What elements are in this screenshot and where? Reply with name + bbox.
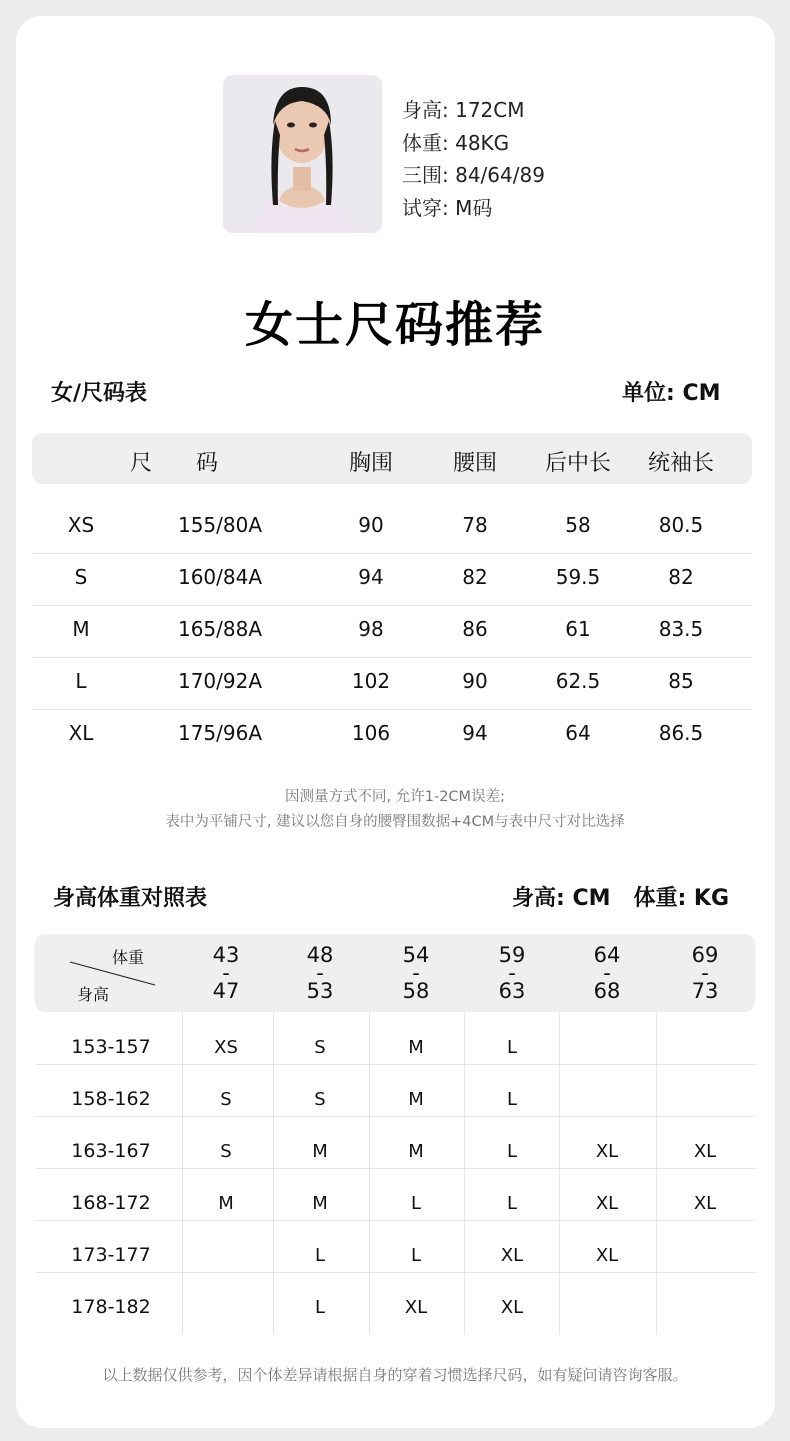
measure-cell: 86.5 xyxy=(658,721,704,745)
recommended-size-cell: S xyxy=(314,1037,326,1058)
model-photo xyxy=(223,75,382,233)
weight-range-bottom: 68 xyxy=(593,979,621,1003)
weight-range-header xyxy=(402,943,430,1003)
weight-range-bottom: 53 xyxy=(306,979,334,1003)
weight-range-mid: - xyxy=(316,961,324,985)
weight-range-header xyxy=(498,943,526,1003)
recommended-size-cell: XL xyxy=(595,1141,619,1162)
weight-range-mid: - xyxy=(603,961,611,985)
size-table-label: 女/尺码表 xyxy=(51,381,148,406)
column-divider xyxy=(656,1012,657,1334)
weight-range-top: 64 xyxy=(593,943,621,967)
footer-note: 以上数据仅供参考，因个体差异请根据自身的穿着习惯选择尺码，如有疑问请咨询客服。 xyxy=(102,1366,688,1384)
row-divider xyxy=(35,1220,755,1221)
measure-cell: 90 xyxy=(462,669,488,693)
measure-cell: 85 xyxy=(668,669,694,693)
weight-range-header xyxy=(306,943,334,1003)
measure-cell: 94 xyxy=(462,721,488,745)
weight-range-top: 43 xyxy=(212,943,240,967)
recommended-size-cell: S xyxy=(220,1141,232,1162)
recommended-size-cell: L xyxy=(506,1089,518,1110)
height-range-cell: 168-172 xyxy=(71,1192,151,1214)
recommended-size-cell: L xyxy=(506,1193,518,1214)
measure-cell: 61 xyxy=(565,617,591,641)
weight-range-mid: - xyxy=(222,961,230,985)
recommended-size-cell: XL xyxy=(693,1193,717,1214)
recommended-size-cell: M xyxy=(408,1089,424,1110)
measure-cell: 94 xyxy=(358,565,384,589)
height-range-cell: 173-177 xyxy=(71,1244,151,1266)
recommended-size-cell: L xyxy=(410,1193,422,1214)
column-divider xyxy=(182,1012,183,1334)
size-table-unit: 单位: CM xyxy=(622,381,721,406)
weight-range-top: 54 xyxy=(402,943,430,967)
size-cell: XL xyxy=(68,721,94,745)
weight-range-top: 59 xyxy=(498,943,526,967)
measure-cell: 78 xyxy=(462,513,488,537)
measure-cell: 102 xyxy=(351,669,391,693)
weight-range-header xyxy=(593,943,621,1003)
recommended-size-cell: M xyxy=(408,1037,424,1058)
row-divider xyxy=(32,605,752,606)
weight-range-top: 48 xyxy=(306,943,334,967)
measure-cell: 82 xyxy=(462,565,488,589)
height-range-cell: 163-167 xyxy=(71,1140,151,1162)
model-tried-size: 试穿: M码 xyxy=(402,195,493,220)
weight-range-top: 69 xyxy=(691,943,719,967)
row-divider xyxy=(32,553,752,554)
measure-cell: 98 xyxy=(358,617,384,641)
recommended-size-cell: L xyxy=(314,1297,326,1318)
hw-table-label: 身高体重对照表 xyxy=(53,886,208,911)
height-range-cell: 153-157 xyxy=(71,1036,151,1058)
row-divider xyxy=(35,1064,755,1065)
column-divider xyxy=(559,1012,560,1334)
size-cell: S xyxy=(74,565,88,589)
measurement-note-1: 因测量方式不同, 允许1-2CM误差; xyxy=(285,789,505,805)
weight-range-mid: - xyxy=(508,961,516,985)
measure-cell: 59.5 xyxy=(555,565,601,589)
measure-cell: 165/88A xyxy=(177,617,263,641)
measure-cell: 83.5 xyxy=(658,617,704,641)
weight-range-bottom: 63 xyxy=(498,979,526,1003)
model-measurements: 三围: 84/64/89 xyxy=(402,163,545,187)
weight-range-mid: - xyxy=(412,961,420,985)
row-divider xyxy=(32,709,752,710)
header-size: 尺 码 xyxy=(129,451,219,476)
page-title: 女士尺码推荐 xyxy=(244,297,545,353)
weight-range-bottom: 47 xyxy=(212,979,240,1003)
corner-height-label: 身高 xyxy=(77,985,110,1004)
measure-cell: 175/96A xyxy=(177,721,263,745)
row-divider xyxy=(35,1272,755,1273)
measure-cell: 170/92A xyxy=(177,669,263,693)
header-bust: 胸围 xyxy=(348,451,394,476)
recommended-size-cell: XL xyxy=(500,1297,524,1318)
recommended-size-cell: XL xyxy=(595,1245,619,1266)
recommended-size-cell: L xyxy=(506,1141,518,1162)
row-divider xyxy=(32,657,752,658)
measure-cell: 80.5 xyxy=(658,513,704,537)
weight-range-header xyxy=(212,943,240,1003)
hw-table-unit: 身高: CM 体重: KG xyxy=(512,886,730,911)
measure-cell: 82 xyxy=(668,565,694,589)
recommended-size-cell: L xyxy=(410,1245,422,1266)
recommended-size-cell: S xyxy=(314,1089,326,1110)
measure-cell: 160/84A xyxy=(177,565,263,589)
measure-cell: 64 xyxy=(565,721,591,745)
recommended-size-cell: L xyxy=(314,1245,326,1266)
recommended-size-cell: XL xyxy=(500,1245,524,1266)
recommended-size-cell: XS xyxy=(214,1037,238,1058)
header-sleeve: 统袖长 xyxy=(647,451,715,476)
weight-range-header xyxy=(691,943,719,1003)
header-waist: 腰围 xyxy=(452,451,498,476)
size-cell: XS xyxy=(67,513,95,537)
model-weight: 体重: 48KG xyxy=(402,130,510,155)
measure-cell: 155/80A xyxy=(177,513,263,537)
recommended-size-cell: XL xyxy=(595,1193,619,1214)
size-cell: M xyxy=(72,617,90,641)
recommended-size-cell: XL xyxy=(404,1297,428,1318)
weight-range-mid: - xyxy=(701,961,709,985)
height-range-cell: 178-182 xyxy=(71,1296,151,1318)
measure-cell: 90 xyxy=(358,513,384,537)
corner-diagonal xyxy=(68,960,158,988)
weight-range-bottom: 73 xyxy=(691,979,719,1003)
recommended-size-cell: XL xyxy=(693,1141,717,1162)
recommended-size-cell: M xyxy=(312,1141,328,1162)
recommended-size-cell: S xyxy=(220,1089,232,1110)
recommended-size-cell: M xyxy=(408,1141,424,1162)
column-divider xyxy=(273,1012,274,1334)
model-height: 身高: 172CM xyxy=(402,98,525,122)
row-divider xyxy=(35,1168,755,1169)
weight-range-bottom: 58 xyxy=(402,979,430,1003)
header-back-length: 后中长 xyxy=(544,451,612,476)
measure-cell: 106 xyxy=(351,721,391,745)
column-divider xyxy=(464,1012,465,1334)
model-stats xyxy=(402,94,545,224)
measurement-note-2: 表中为平铺尺寸, 建议以您自身的腰臀围数据+4CM与表中尺寸对比选择 xyxy=(165,814,625,830)
row-divider xyxy=(35,1116,755,1117)
recommended-size-cell: M xyxy=(312,1193,328,1214)
measure-cell: 58 xyxy=(565,513,591,537)
height-range-cell: 158-162 xyxy=(71,1088,151,1110)
measure-cell: 62.5 xyxy=(555,669,601,693)
corner-weight-label: 体重 xyxy=(112,948,145,967)
recommended-size-cell: M xyxy=(218,1193,234,1214)
column-divider xyxy=(369,1012,370,1334)
size-cell: L xyxy=(75,669,87,693)
measure-cell: 86 xyxy=(462,617,488,641)
recommended-size-cell: L xyxy=(506,1037,518,1058)
